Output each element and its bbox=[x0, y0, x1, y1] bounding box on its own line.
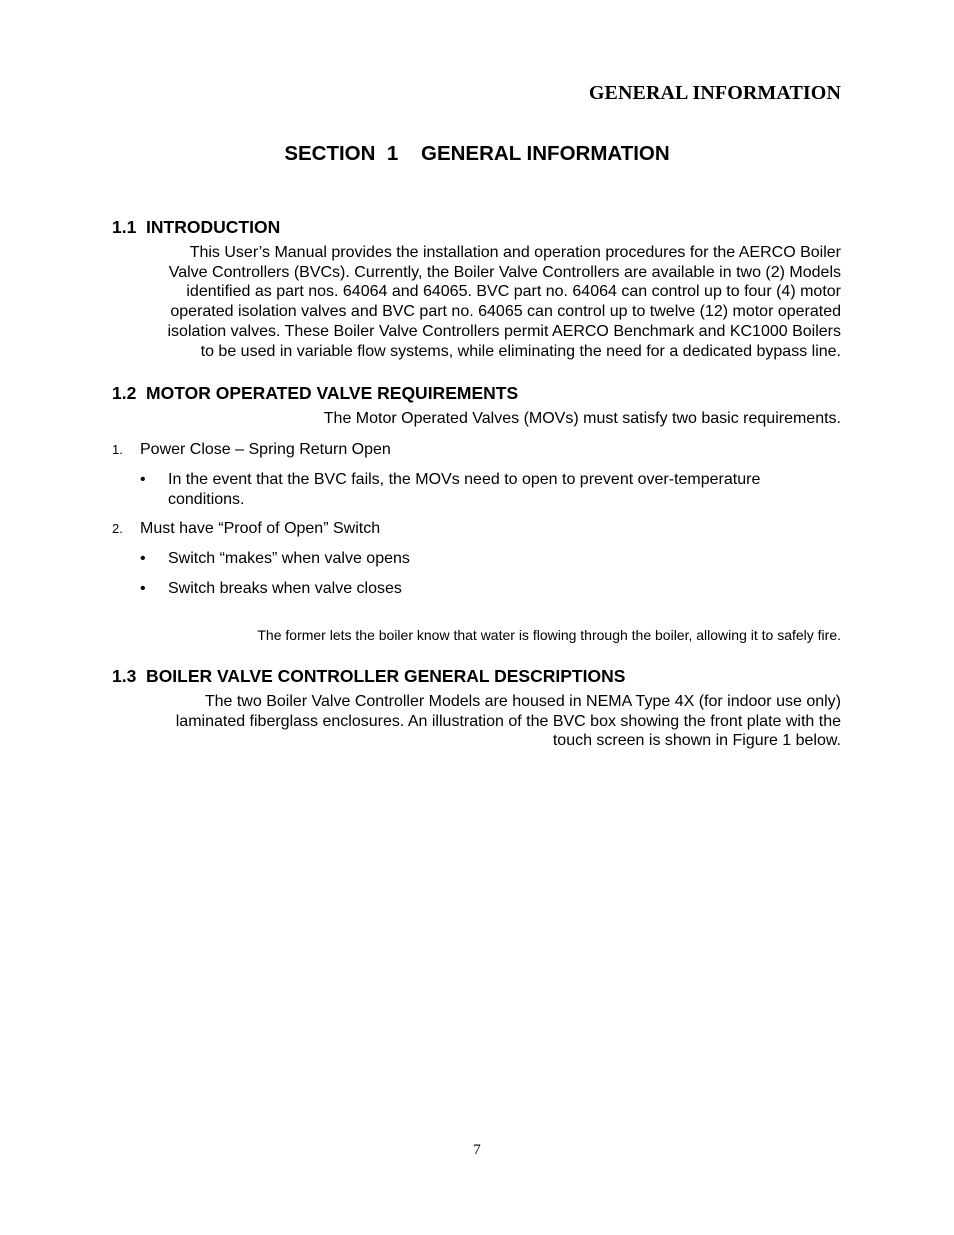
bullet-item bbox=[140, 470, 760, 490]
list-number: 1. bbox=[112, 442, 123, 457]
paragraph-line: to be used in variable flow systems, while eliminating the need for a dedicated bypass line. bbox=[200, 342, 841, 360]
paragraph-line: The two Boiler Valve Controller Models are housed in NEMA Type 4X (for indoor use only) bbox=[204, 693, 841, 710]
list-item-text: Power Close – Spring Return Open bbox=[140, 441, 391, 458]
note-text: The former lets the boiler know that water is flowing through the boiler, allowing it to safely fire. bbox=[257, 627, 841, 643]
running-header: GENERAL INFORMATION bbox=[588, 82, 841, 104]
paragraph-line: The Motor Operated Valves (MOVs) must satisfy two basic requirements. bbox=[323, 410, 841, 427]
list-item-text: Must have “Proof of Open” Switch bbox=[140, 520, 381, 537]
bullet-icon: • bbox=[140, 580, 146, 597]
heading-bvc-descriptions: 1.3 BOILER VALVE CONTROLLER GENERAL DESCRIPTIONS bbox=[112, 666, 626, 686]
bullet-text: conditions. bbox=[168, 491, 245, 508]
bullet-text: Switch breaks when valve closes bbox=[168, 580, 402, 597]
paragraph-introduction bbox=[112, 243, 841, 361]
page-number: 7 bbox=[473, 1142, 481, 1158]
bullet-item bbox=[140, 579, 402, 599]
bullet-icon: • bbox=[140, 471, 146, 488]
bullet-item bbox=[140, 549, 410, 569]
paragraph-line: laminated fiberglass enclosures. An illustration of the BVC box showing the front plate with the bbox=[175, 712, 841, 730]
heading-mov-requirements: 1.2 MOTOR OPERATED VALVE REQUIREMENTS bbox=[112, 383, 519, 403]
list-number: 2. bbox=[112, 521, 123, 536]
bullet-icon: • bbox=[140, 550, 146, 567]
bullet-text: In the event that the BVC fails, the MOVs need to open to prevent over-temperature bbox=[168, 471, 761, 488]
bullet-item-continuation bbox=[168, 490, 245, 510]
paragraph-line: This User’s Manual provides the installation and operation procedures for the AERCO Boiler bbox=[189, 244, 841, 261]
list-item-1 bbox=[112, 440, 391, 460]
paragraph-mov-intro bbox=[112, 409, 841, 429]
paragraph-line: identified as part nos. 64064 and 64065. BVC part no. 64064 can control up to four (4) motor bbox=[186, 283, 841, 301]
section-title: SECTION 1 GENERAL INFORMATION bbox=[284, 142, 670, 165]
paragraph-line: operated isolation valves and BVC part no. 64065 can control up to twelve (12) motor operated bbox=[170, 303, 841, 321]
paragraph-line: touch screen is shown in Figure 1 below. bbox=[552, 732, 841, 750]
bullet-text: Switch “makes” when valve opens bbox=[168, 550, 410, 567]
paragraph-bvc-descriptions bbox=[112, 692, 841, 751]
paragraph-line: Valve Controllers (BVCs). Currently, the Boiler Valve Controllers are available in two (2) Models bbox=[168, 263, 841, 281]
list-item-2 bbox=[112, 519, 380, 539]
heading-introduction: 1.1 INTRODUCTION bbox=[112, 217, 281, 237]
paragraph-line: isolation valves. These Boiler Valve Controllers permit AERCO Benchmark and KC1000 Boilers bbox=[167, 322, 841, 340]
